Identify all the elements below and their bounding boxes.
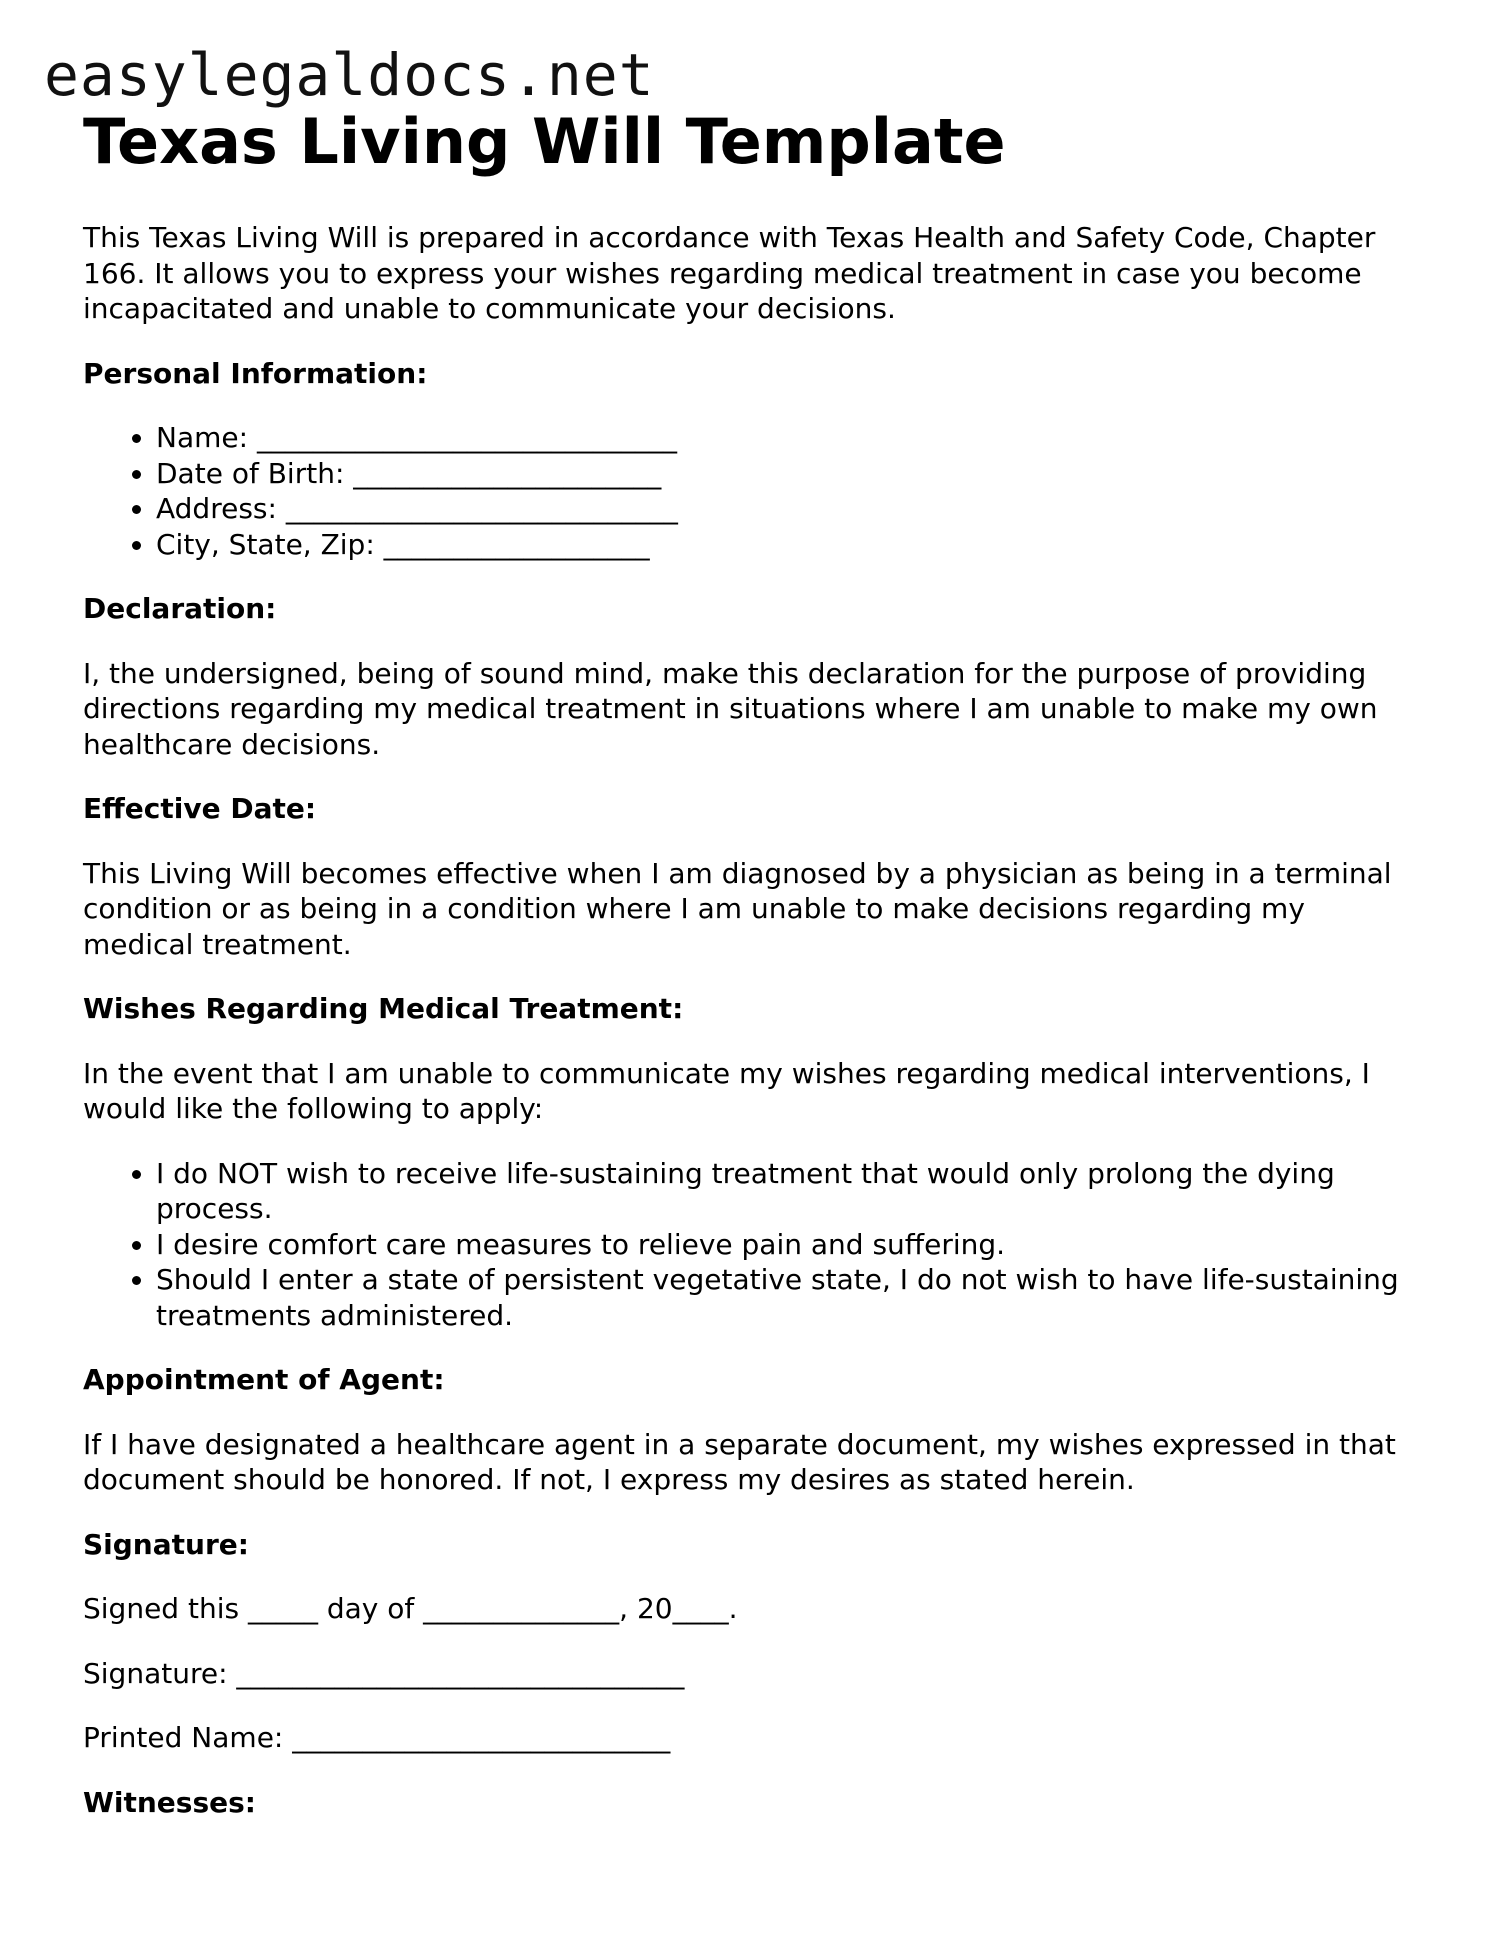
declaration-heading: Declaration: bbox=[83, 592, 277, 625]
list-item: • I desire comfort care measures to relieve pain and suffering. bbox=[156, 1227, 1423, 1263]
printed-name-line: Printed Name: ___________________________ bbox=[83, 1721, 671, 1754]
signed-date-line: Signed this _____ day of ______________, 20____. bbox=[83, 1592, 738, 1625]
wishes-heading: Wishes Regarding Medical Treatment: bbox=[83, 992, 684, 1025]
signature-line: Signature: ________________________________ bbox=[83, 1656, 685, 1690]
effective-date-heading: Effective Date: bbox=[83, 792, 317, 825]
wishes-paragraph: In the event that I am unable to communicate my wishes regarding medical interventions, I would like the following to apply: bbox=[83, 1056, 1370, 1125]
personal-info-heading: Personal Information: bbox=[83, 356, 428, 390]
effective-date-paragraph: This Living Will becomes effective when I am diagnosed by a physician as being in a terminal condition or as being in a condition where I am unable to make decisions regarding my medical treatment. bbox=[83, 856, 1392, 961]
city-state-zip-field: • City, State, Zip: ___________________ bbox=[156, 527, 1423, 563]
intro-paragraph: This Texas Living Will is prepared in accordance with Texas Health and Safety Code, Chapter 166. It allows you to express your wishes regarding medical treatment in case you become incapacitated and unable to communicate your decisions. bbox=[83, 221, 1376, 325]
address-field: • Address: ____________________________ bbox=[156, 491, 1423, 527]
agent-heading: Appointment of Agent: bbox=[83, 1363, 445, 1396]
declaration-paragraph: I, the undersigned, being of sound mind, make this declaration for the purpose of providing directions regarding my medical treatment in situations where I am unable to make my own healthcare decisions. bbox=[83, 656, 1378, 761]
wishes-list bbox=[83, 1156, 1423, 1334]
list-item: • I do NOT wish to receive life-sustaining treatment that would only prolong the dying process. bbox=[156, 1156, 1423, 1227]
site-watermark: easylegaldocs.net bbox=[44, 41, 655, 109]
witnesses-heading: Witnesses: bbox=[83, 1785, 256, 1819]
agent-paragraph: If I have designated a healthcare agent in a separate document, my wishes expressed in that document should be honored. If not, I express my desires as stated herein. bbox=[83, 1427, 1396, 1496]
name-field: • Name: ______________________________ bbox=[156, 420, 1423, 456]
signature-heading: Signature: bbox=[83, 1527, 249, 1561]
personal-info-list bbox=[83, 420, 1423, 562]
document-body bbox=[83, 106, 1423, 1820]
dob-field: • Date of Birth: ______________________ bbox=[156, 456, 1423, 492]
list-item: • Should I enter a state of persistent vegetative state, I do not wish to have life-sustaining treatments administered. bbox=[156, 1262, 1423, 1333]
page-title: Texas Living Will Template bbox=[83, 105, 1006, 178]
